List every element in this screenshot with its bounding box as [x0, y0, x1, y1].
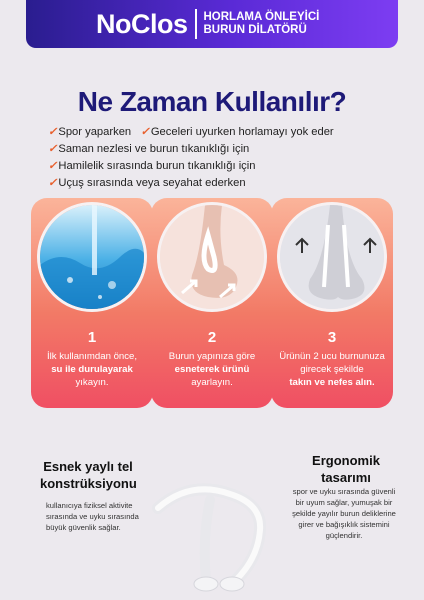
- usage-item: ✓Uçuş sırasında veya seyahat ederken: [48, 177, 246, 189]
- feature-title-spring: Esnek yaylı tel konstrüksiyonu: [40, 459, 137, 491]
- usage-item: ✓Hamilelik sırasında burun tıkanıklığı için: [48, 160, 256, 172]
- brand-tagline: [204, 11, 320, 37]
- nose-wear-image: [277, 202, 387, 312]
- step-number: 3: [327, 329, 337, 346]
- step-number: 2: [207, 329, 217, 346]
- usage-item: ✓Spor yaparken: [48, 126, 132, 138]
- check-icon: ✓: [48, 177, 58, 189]
- page-title: Ne Zaman Kullanılır?: [77, 86, 347, 117]
- brand-header: [26, 0, 398, 48]
- feature-desc-spring: kullanıcıya fiziksel aktivite sırasında ve uyku sırasında büyük güvenlik sağlar.: [46, 501, 139, 532]
- step-card-2: [151, 198, 273, 408]
- usage-item: ✓Geceleri uyurken horlamayı yok eder: [140, 126, 334, 138]
- step-text: Burun yapınıza göre esneterek ürünü ayarlayın.: [168, 351, 256, 388]
- step-text: Ürünün 2 ucu burnunuza girecek şekilde takın ve nefes alın.: [279, 351, 385, 388]
- check-icon: ✓: [48, 143, 58, 155]
- usage-list: [48, 124, 388, 192]
- nose-adjust-image: [157, 202, 267, 312]
- brand-logo: NoClos: [96, 8, 188, 39]
- tagline-line-2: BURUN DİLATÖRÜ: [203, 24, 307, 36]
- step-number: 1: [87, 329, 97, 346]
- feature-title-ergonomic: Ergonomik tasarımı: [312, 453, 380, 485]
- step-card-1: [31, 198, 153, 408]
- step-text: İlk kullanımdan önce, su ile durulayarak yıkayın.: [46, 351, 138, 388]
- check-icon: ✓: [140, 126, 150, 138]
- step-card-3: [271, 198, 393, 408]
- usage-item: ✓Saman nezlesi ve burun tıkanıklığı için: [48, 143, 250, 155]
- check-icon: ✓: [48, 126, 58, 138]
- water-splash-image: [37, 202, 147, 312]
- nose-dilator-product-image: [150, 470, 290, 600]
- check-icon: ✓: [48, 160, 58, 172]
- feature-desc-ergonomic: spor ve uyku sırasında güvenli bir uyum sağlar, yumuşak bir şekilde yayılır burun deliklerine girer ve bağışıklık sistemini güçlendirir.: [292, 487, 396, 540]
- header-divider: [195, 9, 197, 39]
- tagline-line-1: HORLAMA ÖNLEYİCİ: [203, 11, 320, 23]
